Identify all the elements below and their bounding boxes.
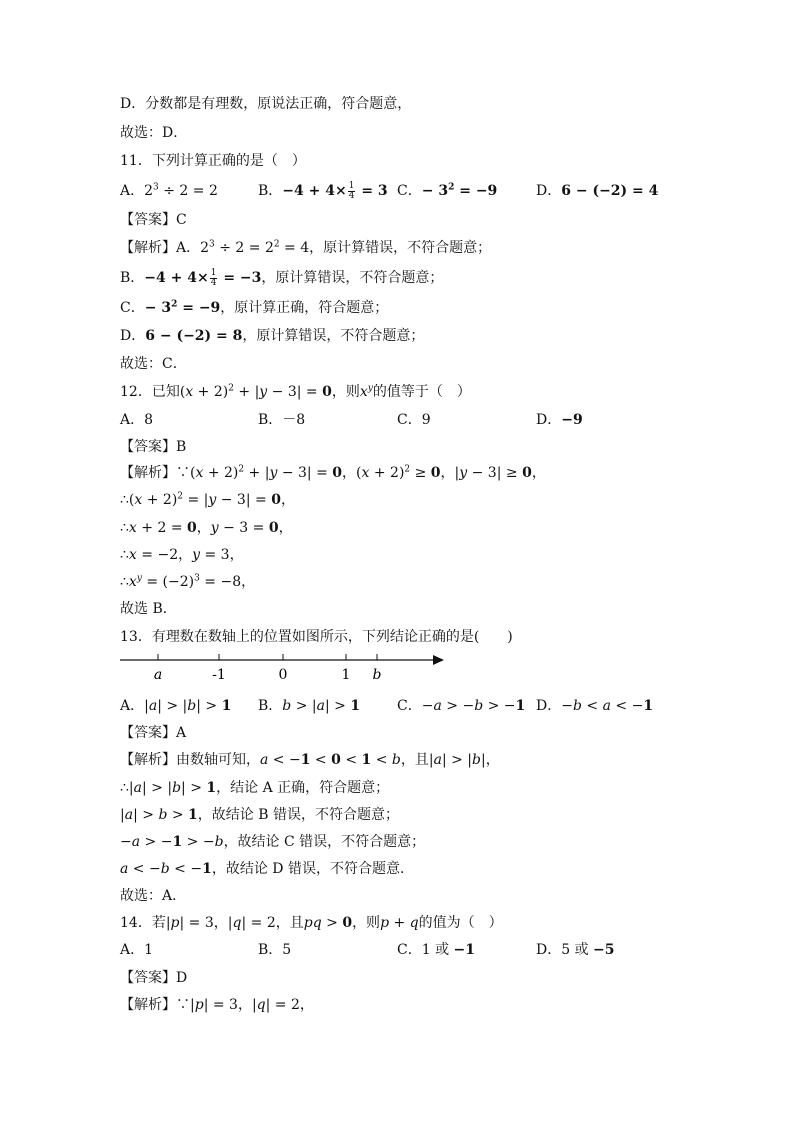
- text-line: 故选：A．: [120, 888, 187, 904]
- number-line: [118, 648, 448, 684]
- analysis: ∴x = −2，y = 3，: [120, 547, 244, 563]
- question-13: 13．有理数在数轴上的位置如图所示，下列结论正确的是( ): [120, 629, 513, 645]
- analysis: 【解析】A．$2^3 \div 2 = 2^2 = 4$，原计算错误，不符合题意；: [120, 239, 492, 256]
- analysis: 【解析】由数轴可知，a < −1 < 0 < 1 < b，且|a| > |b|，: [120, 752, 500, 768]
- analysis: 【解析】∵|p| = 3，|q| = 2，: [120, 997, 314, 1013]
- answer: 【答案】A: [120, 725, 187, 741]
- arrow-head: [433, 655, 444, 665]
- analysis: ∴x + 2 = 0，y − 3 = 0，: [120, 520, 293, 536]
- analysis: C．− $3^2 = -9$，原计算正确，符合题意；: [120, 299, 389, 316]
- q12-option-d: D．−9: [536, 412, 583, 428]
- q11-option-c: C．− $3^2 = -9$: [397, 182, 498, 199]
- label-0: 0: [278, 667, 288, 683]
- q11-option-b: B．−4 + 4× $\frac{1}{4}$ = 3: [258, 180, 388, 201]
- q12-option-c: C．9: [397, 412, 431, 428]
- q14-option-d: D．5 或 −5: [536, 942, 615, 958]
- q13-option-b: B．b > |a| > 1: [258, 698, 361, 714]
- q13-option-c: C．−a > −b > −1: [397, 698, 526, 714]
- answer: 【答案】B: [120, 439, 187, 455]
- label-b: b: [372, 667, 382, 683]
- q11-option-d: D．6 − (−2) = 4: [536, 183, 659, 199]
- analysis: D．6 − (−2) = 8，原计算错误，不符合题意；: [120, 328, 425, 344]
- question-11: 11．下列计算正确的是（ ）: [120, 153, 306, 169]
- q11-option-a: A．$2^3 \div 2 = 2$: [120, 182, 218, 199]
- q13-option-d: D．−b < a < −1: [536, 698, 654, 714]
- analysis: $\therefore x^y = (-2)^3 = -8$，: [120, 573, 256, 590]
- q13-option-a: A．|a| > |b| > 1: [120, 698, 232, 714]
- fraction: $\frac{1}{4}$: [210, 267, 217, 288]
- analysis: ∴|a| > |b| > 1，结论 A 正确，符合题意；: [120, 780, 390, 796]
- question-12: 12．已知$(x + 2)^2 + |y - 3| = 0$，则$x^y$的值等于（ ）: [120, 383, 471, 400]
- q14-option-b: B．5: [258, 942, 292, 958]
- text-line: 故选 B．: [120, 601, 177, 617]
- text-line: 故选：C．: [120, 356, 187, 372]
- analysis: ∴(x + 2)$^2$ = |y − 3| = 0，: [120, 491, 295, 508]
- text-line: 故选：D．: [120, 125, 188, 141]
- label-neg1: -1: [212, 667, 226, 683]
- fraction: $\frac{1}{4}$: [348, 180, 355, 201]
- answer: 【答案】D: [120, 970, 188, 986]
- q14-option-c: C．1 或 −1: [397, 942, 476, 958]
- analysis: a < −b < −1，故结论 D 错误，不符合题意．: [120, 861, 414, 877]
- answer: 【答案】C: [120, 212, 187, 228]
- q12-option-a: A．8: [120, 412, 154, 428]
- analysis: B．−4 + 4× $\frac{1}{4}$ = −3，原计算错误，不符合题意；: [120, 267, 444, 288]
- q12-option-b: B．－8: [258, 412, 306, 428]
- question-14: 14．若|p| = 3，|q| = 2，且pq > 0，则p + q的值为（ ）: [120, 915, 503, 931]
- text-line: D．分数都是有理数，原说法正确，符合题意，: [120, 96, 412, 112]
- analysis: −a > −1 > −b，故结论 C 错误，不符合题意；: [120, 834, 426, 850]
- analysis: |a| > b > 1，故结论 B 错误，不符合题意；: [120, 807, 399, 823]
- label-a: a: [153, 667, 163, 683]
- analysis: 【解析】∵(x + 2)$^2$ + |y − 3| = 0，$(x + 2)^2 \ge 0$，|y − 3| ≥ 0，: [120, 464, 546, 481]
- label-1: 1: [341, 667, 351, 683]
- q14-option-a: A．1: [120, 942, 154, 958]
